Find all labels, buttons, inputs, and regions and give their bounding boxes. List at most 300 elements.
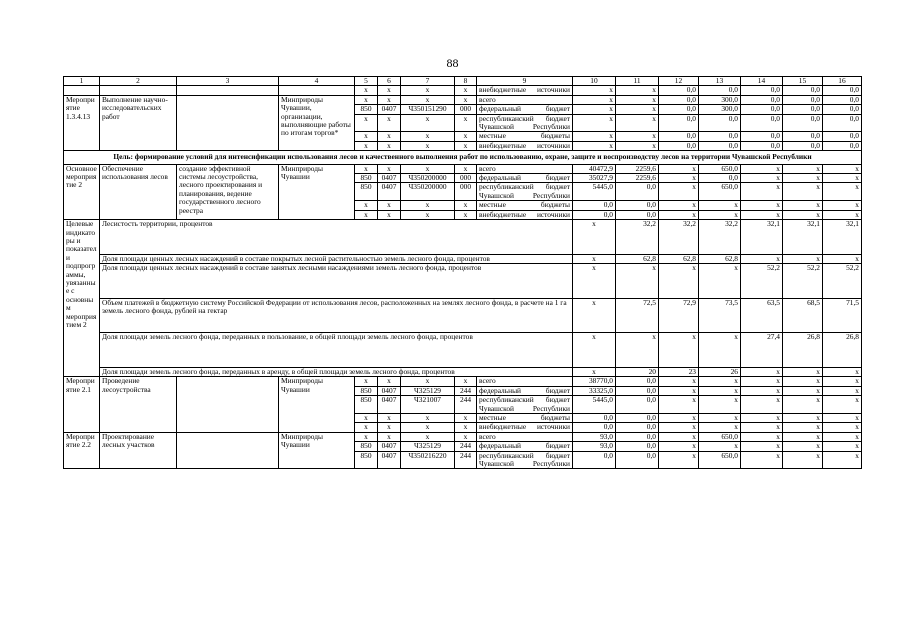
budget-code: x — [455, 210, 477, 219]
measure-name: Выполнение научно-исследовательских работ — [100, 95, 177, 150]
budget-code: x — [401, 423, 455, 432]
value-cell: x — [783, 423, 823, 432]
budget-code: x — [355, 114, 378, 132]
value-cell: 0,0 — [741, 114, 783, 132]
value-cell: 0,0 — [823, 114, 862, 132]
value-cell: 0,0 — [659, 95, 699, 104]
indicator-value: x — [823, 254, 862, 263]
value-cell: x — [823, 451, 862, 469]
indicator-value: x — [699, 264, 741, 299]
budget-code: x — [355, 432, 378, 441]
budget-code: 850 — [355, 183, 378, 201]
indicator-row — [64, 298, 862, 333]
column-number: 1 — [64, 77, 100, 86]
value-cell: x — [659, 396, 699, 414]
budget-code: 000 — [455, 183, 477, 201]
value-cell: 35027,9 — [573, 174, 616, 183]
value-cell: 0,0 — [659, 105, 699, 114]
indicator-row — [64, 254, 862, 263]
funding-source: республиканский бюджет Чувашской Республики — [477, 451, 573, 469]
budget-code: 850 — [355, 451, 378, 469]
budget-code: 850 — [355, 442, 378, 451]
value-cell: 0,0 — [573, 414, 616, 423]
indicator-value: x — [783, 254, 823, 263]
column-number: 8 — [455, 77, 477, 86]
budget-code: x — [401, 164, 455, 173]
value-cell: x — [783, 210, 823, 219]
value-cell: 0,0 — [783, 114, 823, 132]
measure-label: Мероприятие 2.1 — [64, 377, 100, 432]
indicator-value: 62,8 — [699, 254, 741, 263]
budget-code: x — [455, 95, 477, 104]
column-number: 16 — [823, 77, 862, 86]
budget-code: x — [455, 414, 477, 423]
funding-source: федеральный бюджет — [477, 105, 573, 114]
value-cell: 0,0 — [741, 95, 783, 104]
indicator-value: 72,9 — [659, 298, 699, 333]
budget-code: 0407 — [378, 183, 401, 201]
indicator-value: 23 — [659, 368, 699, 377]
value-cell: 0,0 — [573, 451, 616, 469]
budget-code: x — [378, 210, 401, 219]
value-cell: 0,0 — [699, 141, 741, 150]
budget-code: Ч350200000 — [401, 183, 455, 201]
indicator-value: x — [616, 264, 659, 299]
budget-code: x — [378, 414, 401, 423]
budget-code: x — [355, 164, 378, 173]
budget-code: x — [378, 201, 401, 210]
value-cell: 0,0 — [616, 201, 659, 210]
empty-cell — [100, 86, 177, 95]
value-cell: x — [699, 396, 741, 414]
indicator-value: x — [573, 298, 616, 333]
budget-code: 0407 — [378, 386, 401, 395]
value-cell: x — [741, 210, 783, 219]
indicator-value: 32,1 — [783, 220, 823, 255]
budget-code: x — [455, 114, 477, 132]
budget-code: x — [355, 201, 378, 210]
funding-source: местные бюджеты — [477, 132, 573, 141]
measure-label: Основное мероприятие 2 — [64, 164, 100, 219]
value-cell: 650,0 — [699, 164, 741, 173]
budget-code: 244 — [455, 396, 477, 414]
value-cell: x — [783, 201, 823, 210]
budget-code: Ч321007 — [401, 396, 455, 414]
value-cell: x — [741, 377, 783, 386]
funding-source: всего — [477, 377, 573, 386]
indicator-value: 26,8 — [823, 333, 862, 368]
value-cell: x — [659, 164, 699, 173]
indicator-value: x — [659, 264, 699, 299]
budget-code: x — [401, 210, 455, 219]
indicator-value: 73,5 — [699, 298, 741, 333]
indicator-value: 32,2 — [659, 220, 699, 255]
value-cell: x — [823, 174, 862, 183]
empty-cell — [177, 377, 279, 432]
value-cell: 0,0 — [616, 396, 659, 414]
value-cell: x — [741, 183, 783, 201]
budget-code: x — [355, 141, 378, 150]
value-cell: 0,0 — [616, 432, 659, 441]
value-cell: x — [573, 114, 616, 132]
indicator-value: x — [659, 333, 699, 368]
funding-source: всего — [477, 164, 573, 173]
value-cell: 0,0 — [573, 201, 616, 210]
indicator-value: x — [616, 333, 659, 368]
value-cell: x — [741, 201, 783, 210]
budget-code: x — [378, 423, 401, 432]
indicator-value: 52,2 — [823, 264, 862, 299]
value-cell: x — [616, 105, 659, 114]
budget-code: 000 — [455, 174, 477, 183]
budget-code: 0407 — [378, 174, 401, 183]
column-number: 13 — [699, 77, 741, 86]
value-cell: x — [659, 423, 699, 432]
value-cell: x — [823, 414, 862, 423]
value-cell: x — [783, 174, 823, 183]
measure-row — [64, 377, 862, 386]
budget-code: 244 — [455, 442, 477, 451]
budget-code: x — [401, 132, 455, 141]
measure-name: Обеспечение использования лесов — [100, 164, 177, 219]
value-cell: 0,0 — [659, 141, 699, 150]
indicator-value: 52,2 — [741, 264, 783, 299]
value-cell: x — [823, 386, 862, 395]
value-cell: x — [401, 86, 455, 95]
indicator-value: 26 — [699, 368, 741, 377]
value-cell: 93,0 — [573, 432, 616, 441]
value-cell: x — [573, 86, 616, 95]
value-cell: x — [616, 86, 659, 95]
value-cell: 0,0 — [783, 86, 823, 95]
value-cell: 0,0 — [616, 442, 659, 451]
budget-code: x — [455, 423, 477, 432]
funding-source: внебюджетные источники — [477, 141, 573, 150]
column-number: 3 — [177, 77, 279, 86]
executor: Минприроды Чувашии — [279, 432, 355, 469]
indicator-value: 52,2 — [783, 264, 823, 299]
value-cell: 0,0 — [616, 414, 659, 423]
budget-code: Ч350200000 — [401, 174, 455, 183]
funding-source: федеральный бюджет — [477, 442, 573, 451]
indicator-row — [64, 264, 862, 299]
budget-code: x — [455, 164, 477, 173]
value-cell: x — [823, 164, 862, 173]
indicator-value: 32,1 — [823, 220, 862, 255]
program-table — [63, 76, 862, 469]
funding-source: всего — [477, 432, 573, 441]
indicators-label: Целевые индикаторы и показатели подпрограммы, увязанные с основным мероприятием 2 — [64, 220, 100, 377]
indicator-value: 72,5 — [616, 298, 659, 333]
budget-code: 850 — [355, 396, 378, 414]
value-cell: x — [699, 386, 741, 395]
value-cell: 650,0 — [699, 451, 741, 469]
executor: Минприроды Чувашии, организации, выполняющие работы по итогам торгов* — [279, 95, 355, 150]
indicator-value: x — [783, 368, 823, 377]
value-cell: x — [378, 86, 401, 95]
value-cell: x — [659, 451, 699, 469]
value-cell: x — [699, 414, 741, 423]
value-cell: x — [573, 95, 616, 104]
value-cell: x — [823, 442, 862, 451]
column-number: 11 — [616, 77, 659, 86]
header-row — [64, 77, 862, 86]
value-cell: 0,0 — [823, 86, 862, 95]
measure-row — [64, 164, 862, 173]
budget-code: 0407 — [378, 396, 401, 414]
funding-source: всего — [477, 95, 573, 104]
measure-name: Проектирование лесных участков — [100, 432, 177, 469]
budget-code: 000 — [455, 105, 477, 114]
indicator-name: Доля площади ценных лесных насаждений в составе занятых лесными насаждениями земель лесного фонда, процентов — [100, 264, 573, 299]
indicator-value: x — [573, 368, 616, 377]
budget-code: x — [378, 141, 401, 150]
value-cell: 0,0 — [741, 141, 783, 150]
value-cell: 0,0 — [823, 105, 862, 114]
budget-code: x — [355, 95, 378, 104]
value-cell: x — [783, 386, 823, 395]
indicator-value: x — [823, 368, 862, 377]
value-cell: x — [783, 377, 823, 386]
value-cell: x — [355, 86, 378, 95]
empty-cell — [177, 95, 279, 150]
indicator-value: 26,8 — [783, 333, 823, 368]
value-cell: 300,0 — [699, 105, 741, 114]
indicator-value: 32,2 — [699, 220, 741, 255]
value-cell: x — [573, 132, 616, 141]
value-cell: x — [741, 386, 783, 395]
goal-text: Цель: формирование условий для интенсификации использования лесов и качественного выполнения работ по использованию, охране, защите и воспроизводству лесов на территории Чувашской Республики — [64, 151, 862, 164]
value-cell: 0,0 — [783, 141, 823, 150]
budget-code: x — [455, 432, 477, 441]
indicator-name: Доля площади земель лесного фонда, переданных в пользование, в общей площади земель лесного фонда, процентов — [100, 333, 573, 368]
value-cell: x — [616, 141, 659, 150]
value-cell: 2259,6 — [616, 174, 659, 183]
value-cell: 33325,0 — [573, 386, 616, 395]
value-cell: 0,0 — [659, 114, 699, 132]
value-cell: 650,0 — [699, 183, 741, 201]
indicator-value: x — [573, 254, 616, 263]
funding-source: местные бюджеты — [477, 201, 573, 210]
value-cell: 300,0 — [699, 95, 741, 104]
value-cell: 650,0 — [699, 432, 741, 441]
value-cell: 0,0 — [823, 132, 862, 141]
indicator-value: 63,5 — [741, 298, 783, 333]
column-number: 15 — [783, 77, 823, 86]
budget-code: x — [401, 95, 455, 104]
value-cell: 0,0 — [783, 95, 823, 104]
empty-cell — [177, 86, 279, 95]
column-number: 7 — [401, 77, 455, 86]
value-cell: 0,0 — [659, 132, 699, 141]
empty-cell — [279, 86, 355, 95]
budget-code: 0407 — [378, 451, 401, 469]
funding-source: республиканский бюджет Чувашской Республики — [477, 114, 573, 132]
value-cell: x — [573, 141, 616, 150]
measure-row — [64, 432, 862, 441]
budget-code: 850 — [355, 386, 378, 395]
funding-source: местные бюджеты — [477, 414, 573, 423]
indicator-value: x — [573, 264, 616, 299]
budget-code: 850 — [355, 174, 378, 183]
funding-source: внебюджетные источники — [477, 423, 573, 432]
value-cell: x — [823, 423, 862, 432]
value-cell: 5445,0 — [573, 396, 616, 414]
value-cell: x — [699, 201, 741, 210]
column-number: 5 — [355, 77, 378, 86]
indicator-value: 62,8 — [616, 254, 659, 263]
value-cell: x — [823, 377, 862, 386]
value-cell: x — [616, 114, 659, 132]
value-cell: x — [699, 442, 741, 451]
column-number: 14 — [741, 77, 783, 86]
budget-code: x — [378, 164, 401, 173]
budget-code: x — [378, 132, 401, 141]
value-cell: 5445,0 — [573, 183, 616, 201]
value-cell: x — [783, 414, 823, 423]
budget-code: x — [378, 114, 401, 132]
budget-code: Ч350216220 — [401, 451, 455, 469]
column-number: 4 — [279, 77, 355, 86]
value-cell: x — [699, 377, 741, 386]
column-number: 10 — [573, 77, 616, 86]
value-cell: 0,0 — [783, 105, 823, 114]
value-cell: 0,0 — [823, 141, 862, 150]
value-cell: x — [783, 396, 823, 414]
value-cell: x — [659, 183, 699, 201]
budget-code: x — [355, 210, 378, 219]
page-number: 88 — [446, 56, 459, 70]
budget-code: 244 — [455, 451, 477, 469]
indicator-row — [64, 220, 862, 255]
value-cell: x — [699, 210, 741, 219]
indicator-row — [64, 368, 862, 377]
value-cell: 0,0 — [741, 86, 783, 95]
indicator-value: 27,4 — [741, 333, 783, 368]
column-number: 6 — [378, 77, 401, 86]
budget-code: 244 — [455, 386, 477, 395]
indicator-value: x — [741, 368, 783, 377]
budget-code: 850 — [355, 105, 378, 114]
executor: Минприроды Чувашии — [279, 377, 355, 432]
value-cell: 0,0 — [741, 105, 783, 114]
empty-cell — [177, 432, 279, 469]
value-cell: x — [741, 432, 783, 441]
value-cell: x — [659, 174, 699, 183]
value-cell: 0,0 — [573, 423, 616, 432]
value-cell: 0,0 — [659, 86, 699, 95]
value-cell: 0,0 — [616, 423, 659, 432]
budget-code: x — [355, 414, 378, 423]
executor: Минприроды Чувашии — [279, 164, 355, 219]
value-cell: x — [741, 396, 783, 414]
funding-source: внебюджетные источники — [477, 210, 573, 219]
value-cell: 40472,9 — [573, 164, 616, 173]
value-cell: x — [659, 432, 699, 441]
indicator-value: x — [573, 220, 616, 255]
funding-source: республиканский бюджет Чувашской Республики — [477, 396, 573, 414]
value-cell: x — [823, 201, 862, 210]
budget-code: x — [378, 432, 401, 441]
value-cell: 0,0 — [616, 183, 659, 201]
budget-code: x — [355, 377, 378, 386]
value-cell: x — [616, 132, 659, 141]
goal-row — [64, 151, 862, 164]
budget-code: Ч325129 — [401, 442, 455, 451]
budget-code: x — [455, 377, 477, 386]
indicator-value: 62,8 — [659, 254, 699, 263]
value-cell: x — [823, 432, 862, 441]
indicator-value: 32,2 — [616, 220, 659, 255]
value-cell: 0,0 — [699, 114, 741, 132]
budget-code: x — [401, 201, 455, 210]
indicator-name: Доля площади ценных лесных насаждений в составе покрытых лесной растительностью земель лесного фонда, процентов — [100, 254, 573, 263]
value-cell: x — [741, 442, 783, 451]
funding-source: внебюджетные источники — [477, 86, 573, 95]
funding-source: федеральный бюджет — [477, 386, 573, 395]
value-cell: x — [783, 432, 823, 441]
budget-code: x — [455, 201, 477, 210]
column-number: 2 — [100, 77, 177, 86]
budget-code: x — [355, 132, 378, 141]
budget-code: x — [401, 114, 455, 132]
value-cell: x — [659, 210, 699, 219]
value-cell: 93,0 — [573, 442, 616, 451]
indicator-name: Объем платежей в бюджетную систему Российской Федерации от использования лесов, расположенных на землях лесного фонда, в расчете на 1 га земель лесного фонда, рублей на гектар — [100, 298, 573, 333]
budget-code: x — [378, 95, 401, 104]
measure-description: создание эффективной системы лесоустройства, лесного проектирования и планирования, ведение государственного лесного реестра — [177, 164, 279, 219]
value-cell: x — [823, 396, 862, 414]
value-cell: 0,0 — [699, 174, 741, 183]
budget-code: x — [401, 432, 455, 441]
value-cell: 0,0 — [616, 451, 659, 469]
value-cell: x — [741, 451, 783, 469]
measure-label: Мероприятие 1.3.4.13 — [64, 95, 100, 150]
value-cell: x — [616, 95, 659, 104]
indicator-name: Доля площади земель лесного фонда, переданных в аренду, в общей площади земель лесного фонда, процентов — [100, 368, 573, 377]
value-cell: 0,0 — [573, 210, 616, 219]
budget-code: x — [378, 377, 401, 386]
value-cell: 0,0 — [699, 132, 741, 141]
indicator-name: Лесистость территории, процентов — [100, 220, 573, 255]
budget-code: x — [355, 423, 378, 432]
empty-cell — [64, 86, 100, 95]
indicator-value: 71,5 — [823, 298, 862, 333]
indicator-row — [64, 333, 862, 368]
value-cell: x — [783, 451, 823, 469]
value-cell: x — [741, 164, 783, 173]
value-cell: x — [741, 414, 783, 423]
value-cell: x — [741, 174, 783, 183]
value-cell: x — [741, 423, 783, 432]
value-cell: x — [783, 164, 823, 173]
budget-code: 0407 — [378, 105, 401, 114]
measure-name: Проведение лесоустройства — [100, 377, 177, 432]
value-cell: x — [783, 442, 823, 451]
budget-code: x — [455, 141, 477, 150]
funding-source: федеральный бюджет — [477, 174, 573, 183]
value-cell: x — [659, 442, 699, 451]
value-cell: 0,0 — [783, 132, 823, 141]
budget-code: x — [401, 414, 455, 423]
value-cell: x — [573, 105, 616, 114]
budget-code: 0407 — [378, 442, 401, 451]
value-cell: x — [783, 183, 823, 201]
value-cell: x — [659, 386, 699, 395]
column-number: 12 — [659, 77, 699, 86]
funding-source: республиканский бюджет Чувашской Республики — [477, 183, 573, 201]
budget-code: x — [401, 377, 455, 386]
